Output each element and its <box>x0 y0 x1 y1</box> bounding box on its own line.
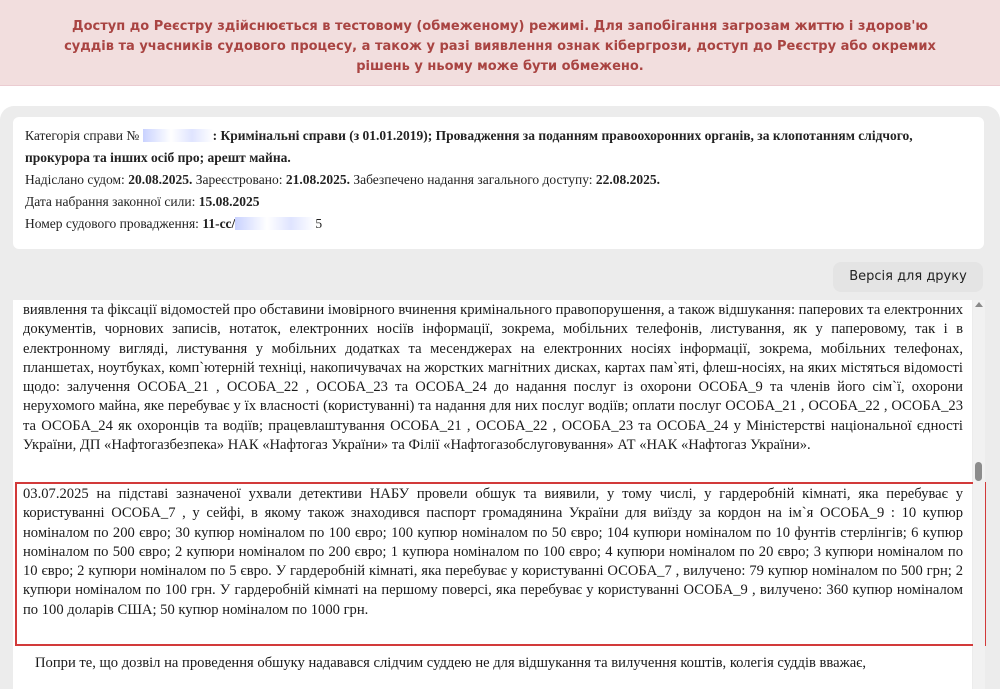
sent-label: Надіслано судом: <box>25 172 125 187</box>
sent-date: 20.08.2025. <box>128 172 193 187</box>
registered-label: Зареєстровано: <box>195 172 283 187</box>
legal-force-date: 15.08.2025 <box>198 194 260 209</box>
print-version-button[interactable]: Версія для друку <box>833 262 983 292</box>
proceeding-number-tail: 5 <box>315 216 323 231</box>
proceeding-number-prefix: 11-сс/ <box>202 216 236 231</box>
access-warning-text: Доступ до Реєстру здійснюється в тестовому (обмеженому) режимі. Для запобігання загрозам життю і здоров'ю суддів та учасників судового процесу, а також у разі виявлення ознак кібергрози, доступ до Реєстру або окремих рішень у ньому може бути обмежено. <box>64 19 936 74</box>
decision-paragraph-highlighted: 03.07.2025 на підставі зазначеної ухвали детективи НАБУ провели обшук та виявили, у тому числі, у гардеробній кімнаті, яка перебуває у користуванні ОСОБА_7 , у сейфі, в якому також знаходився паспорт громадянина України для виїзду за кордон на ім`я ОСОБА_9 : 10 купюр номіналом по 200 євро; 30 купюр номіналом по 100 євро; 100 купюр номіналом по 50 євро; 104 купюри номіналом по 10 фунтів стерлінгів; 6 купюр номіналом по 500 євро; 2 купюри номіналом по 200 євро; 1 купюра номіналом по 100 євро; 4 купюри номіналом по 20 євро; 3 купюри номіналом по 10 євро; 2 купюри номіналом по 5 євро. У гардеробній кімнаті, яка перебуває у користуванні ОСОБА_7 , вилучено: 79 купюр номіналом по 500 грн; 2 купюри номіналом по 100 грн. У гардеробній кімнаті на першому поверсі, яка перебуває у користуванні ОСОБА_9 , вилучено: 360 купюр номіналом по 100 доларів США; 50 купюр номіналом по 1000 грн. <box>23 486 963 618</box>
public-access-date: 22.08.2025. <box>595 172 661 187</box>
public-access-label: Забезпечено надання загального доступу: <box>353 172 593 187</box>
case-number-masked <box>143 129 213 142</box>
decision-paragraph: Попри те, що дозвіл на проведення обшуку надавався слідчим суддею не для відшукання та вилучення коштів, колегія суддів вважає, <box>35 655 867 671</box>
legal-force-label: Дата набрання законної сили: <box>25 194 196 209</box>
decision-text-area[interactable] <box>13 300 972 689</box>
proceeding-number-label: Номер судового провадження: <box>25 216 199 231</box>
case-category-value: Кримінальні справи (з 01.01.2019); Провадження за поданням правоохоронних органів, за клопотанням слідчого, прокурора та інших осіб про; арешт майна. <box>25 128 913 165</box>
case-category-label: Категорія справи № <box>25 128 140 143</box>
document-scrollbar[interactable] <box>973 300 985 689</box>
proceeding-number-masked <box>235 217 315 230</box>
legal-force-row <box>25 191 972 213</box>
case-dates-row <box>25 169 972 191</box>
decision-paragraph: виявлення та фіксації відомостей про обставини імовірного вчинення кримінального правопорушення, а також відшукання: паперових та електронних документів, чорнових записів, нотаток, електронних носіїв інформації, зокрема, мобільних телефонів, листування, як у паперовому, так і в електронному вигляді, листування у мобільних додатках та месенджерах на електронних носіях інформації, зокрема, мобільних телефонах, планшетах, ноутбуках, комп`ютерній техніці, накопичувачах на жорстких магнітних дисках, картах пам`яті, флеш-носіях, на яких містяться відомості щодо: залучення ОСОБА_21 , ОСОБА_22 , ОСОБА_23 та ОСОБА_24 до надання послуг із охорони ОСОБА_9 та членів його сім`ї, охорони нерухомого майна, яке перебуває у їх власності (користуванні) та надання для них послуг водіїв; оплати послуг ОСОБА_21 , ОСОБА_22 , ОСОБА_23 та ОСОБА_24 як охоронців та водіїв; працевлаштування ОСОБА_21 , ОСОБА_22 , ОСОБА_23 та ОСОБА_24 у Міністерстві національної єдності України, ДП «Нафтогазбезпека» НАК «Нафтогаз України» та Філії «Нафтогазобслуговування» АТ «НАК «Нафтогаз України». <box>23 302 963 454</box>
registered-date: 21.08.2025. <box>285 172 350 187</box>
case-info-panel <box>13 117 984 249</box>
proceeding-number-row <box>25 213 972 235</box>
scrollbar-thumb[interactable] <box>975 462 982 481</box>
scroll-up-arrow-icon[interactable] <box>975 302 983 307</box>
access-warning-banner <box>0 0 1000 86</box>
case-category-row: Категорія справи № : Кримінальні справи (з 01.01.2019); Провадження за поданням правоохоронних органів, за клопотанням слідчого, прокурора та інших осіб про; арешт майна. <box>25 128 913 165</box>
